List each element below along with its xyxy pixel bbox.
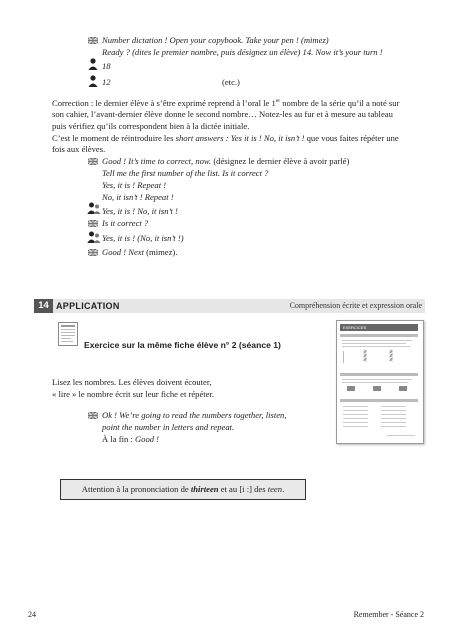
dialog-line-4: No, it isn’t ! Repeat ! bbox=[102, 192, 174, 202]
correction-text-1b: nombre de la série qu’il a noté sur bbox=[280, 97, 400, 108]
note-word-teen: teen bbox=[267, 484, 283, 494]
exercise-instruction-2: « lire » le nombre écrit sur leur fiche et répéter. bbox=[52, 389, 215, 399]
thumbnail-line bbox=[343, 422, 368, 423]
footer-title: Remember - Séance 2 bbox=[353, 610, 424, 619]
thumbnail-bar bbox=[340, 334, 418, 337]
dialog-line-1b: (désignez le dernier élève à avoir parlé) bbox=[211, 156, 350, 166]
pronunciation-note bbox=[61, 480, 305, 499]
thumbnail-marks: ≷ ≷ ≷ bbox=[389, 350, 394, 363]
thumbnail-figure bbox=[373, 386, 381, 391]
thumbnail-marks: ≷ ≷ ≷ bbox=[363, 350, 368, 363]
dictation-line-1: Number dictation ! Open your copybook. Take your pen ! (mimez) bbox=[102, 35, 329, 45]
note-word-thirteen: thirteen bbox=[190, 484, 219, 494]
dictation-line-4-number: 12 bbox=[102, 77, 111, 87]
dialog-line-2: Tell me the first number of the list. Is it correct ? bbox=[102, 168, 269, 178]
correction-text-2: son cahier, l’avant-dernier élève donne le second nombre… Notez-les au fur et à mesure au tableau bbox=[52, 109, 393, 120]
thumbnail-figure bbox=[347, 386, 355, 391]
thumbnail-line bbox=[343, 414, 368, 415]
uk-flag-icon bbox=[88, 412, 98, 419]
note-text-c: et au [i :] des bbox=[218, 484, 268, 494]
note-text-e: . bbox=[282, 484, 285, 494]
teacher-line-2: point the number in letters and repeat. bbox=[102, 422, 235, 432]
correction-text-1: Correction : le dernier élève à s’être exprimé reprend à l’oral le 1 bbox=[52, 97, 276, 108]
teacher-line-3 bbox=[102, 434, 159, 445]
dictation-line-2-text: Ready ? (dites le premier nombre, puis désignez un élève) 14. Now it’s your turn ! bbox=[102, 47, 383, 57]
thumbnail-line bbox=[342, 340, 412, 341]
correction-superscript: er bbox=[275, 98, 281, 104]
thumbnail-line bbox=[381, 426, 406, 427]
thumbnail-line bbox=[342, 346, 410, 347]
thumbnail-line bbox=[342, 343, 406, 344]
uk-flag-icon bbox=[88, 37, 98, 44]
correction-text-4c: que vous faites répéter une bbox=[304, 132, 399, 143]
exercise-instruction-1: Lisez les nombres. Les élèves doivent écouter, bbox=[52, 377, 212, 387]
students-group-icon bbox=[87, 231, 101, 243]
thumbnail-line bbox=[381, 422, 406, 423]
dialog-line-5: Yes, it is ! No, it isn’t ! bbox=[102, 206, 178, 216]
dialog-line-8a: Good ! Next bbox=[102, 247, 145, 257]
uk-flag-icon bbox=[88, 220, 98, 227]
dictation-line-2 bbox=[102, 47, 383, 58]
dialog-line-1 bbox=[102, 156, 349, 167]
student-icon bbox=[88, 75, 98, 87]
thumbnail-line bbox=[342, 379, 412, 380]
worksheet-thumbnail bbox=[336, 320, 424, 444]
pronunciation-note-box bbox=[60, 479, 306, 500]
worksheet-icon bbox=[58, 322, 78, 346]
thumbnail-column bbox=[343, 351, 358, 363]
thumbnail-line bbox=[343, 418, 368, 419]
correction-paragraph bbox=[52, 96, 432, 156]
correction-short-answers: short answers : Yes it is ! No, it isn’t ! bbox=[175, 132, 305, 143]
correction-text-4a: C’est le moment de réintroduire les bbox=[52, 132, 176, 143]
dialog-line-8b: (mimez). bbox=[144, 247, 178, 257]
section-subtitle: Compréhension écrite et expression orale bbox=[289, 301, 422, 310]
thumbnail-line bbox=[381, 418, 406, 419]
teacher-line-1: Ok ! We’re going to read the numbers together, listen, bbox=[102, 410, 287, 420]
dialog-line-7: Yes, it is ! (No, it isn’t !) bbox=[102, 233, 184, 243]
dictation-line-4-etc: (etc.) bbox=[222, 77, 240, 87]
thumbnail-bar bbox=[340, 399, 418, 402]
dialog-line-3: Yes, it is ! Repeat ! bbox=[102, 180, 167, 190]
correction-text-3: puis vérifiez qu’ils correspondent bien à la dictée initiale. bbox=[52, 121, 250, 132]
thumbnail-figure bbox=[399, 386, 407, 391]
thumbnail-line bbox=[343, 426, 368, 427]
dialog-line-8 bbox=[102, 247, 177, 258]
dictation-line-3: 18 bbox=[102, 61, 111, 71]
thumbnail-line bbox=[343, 406, 368, 407]
thumbnail-line bbox=[343, 410, 368, 411]
thumbnail-header: EXERCICES bbox=[340, 324, 418, 331]
uk-flag-icon bbox=[88, 249, 98, 256]
section-number: 14 bbox=[34, 299, 53, 313]
dialog-line-1a: Good ! It’s time to correct, now. bbox=[102, 156, 212, 166]
page-number: 24 bbox=[28, 610, 36, 619]
thumbnail-line bbox=[387, 435, 415, 436]
exercise-title: Exercice sur la même fiche élève n° 2 (séance 1) bbox=[84, 340, 281, 350]
thumbnail-line bbox=[381, 410, 406, 411]
note-text-a: Attention à la prononciation de bbox=[81, 484, 191, 494]
thumbnail-line bbox=[381, 406, 406, 407]
thumbnail-line bbox=[381, 414, 406, 415]
dialog-line-6: Is it correct ? bbox=[102, 218, 149, 228]
thumbnail-bar bbox=[340, 373, 418, 376]
students-group-icon bbox=[87, 202, 101, 214]
uk-flag-icon bbox=[88, 158, 98, 165]
correction-text-5: fois aux élèves. bbox=[52, 144, 106, 155]
thumbnail-line bbox=[342, 382, 408, 383]
teacher-line-3a: À la fin : bbox=[102, 434, 135, 444]
student-icon bbox=[88, 58, 98, 70]
section-title: APPLICATION bbox=[56, 301, 120, 311]
teacher-line-3b: Good ! bbox=[134, 434, 160, 444]
